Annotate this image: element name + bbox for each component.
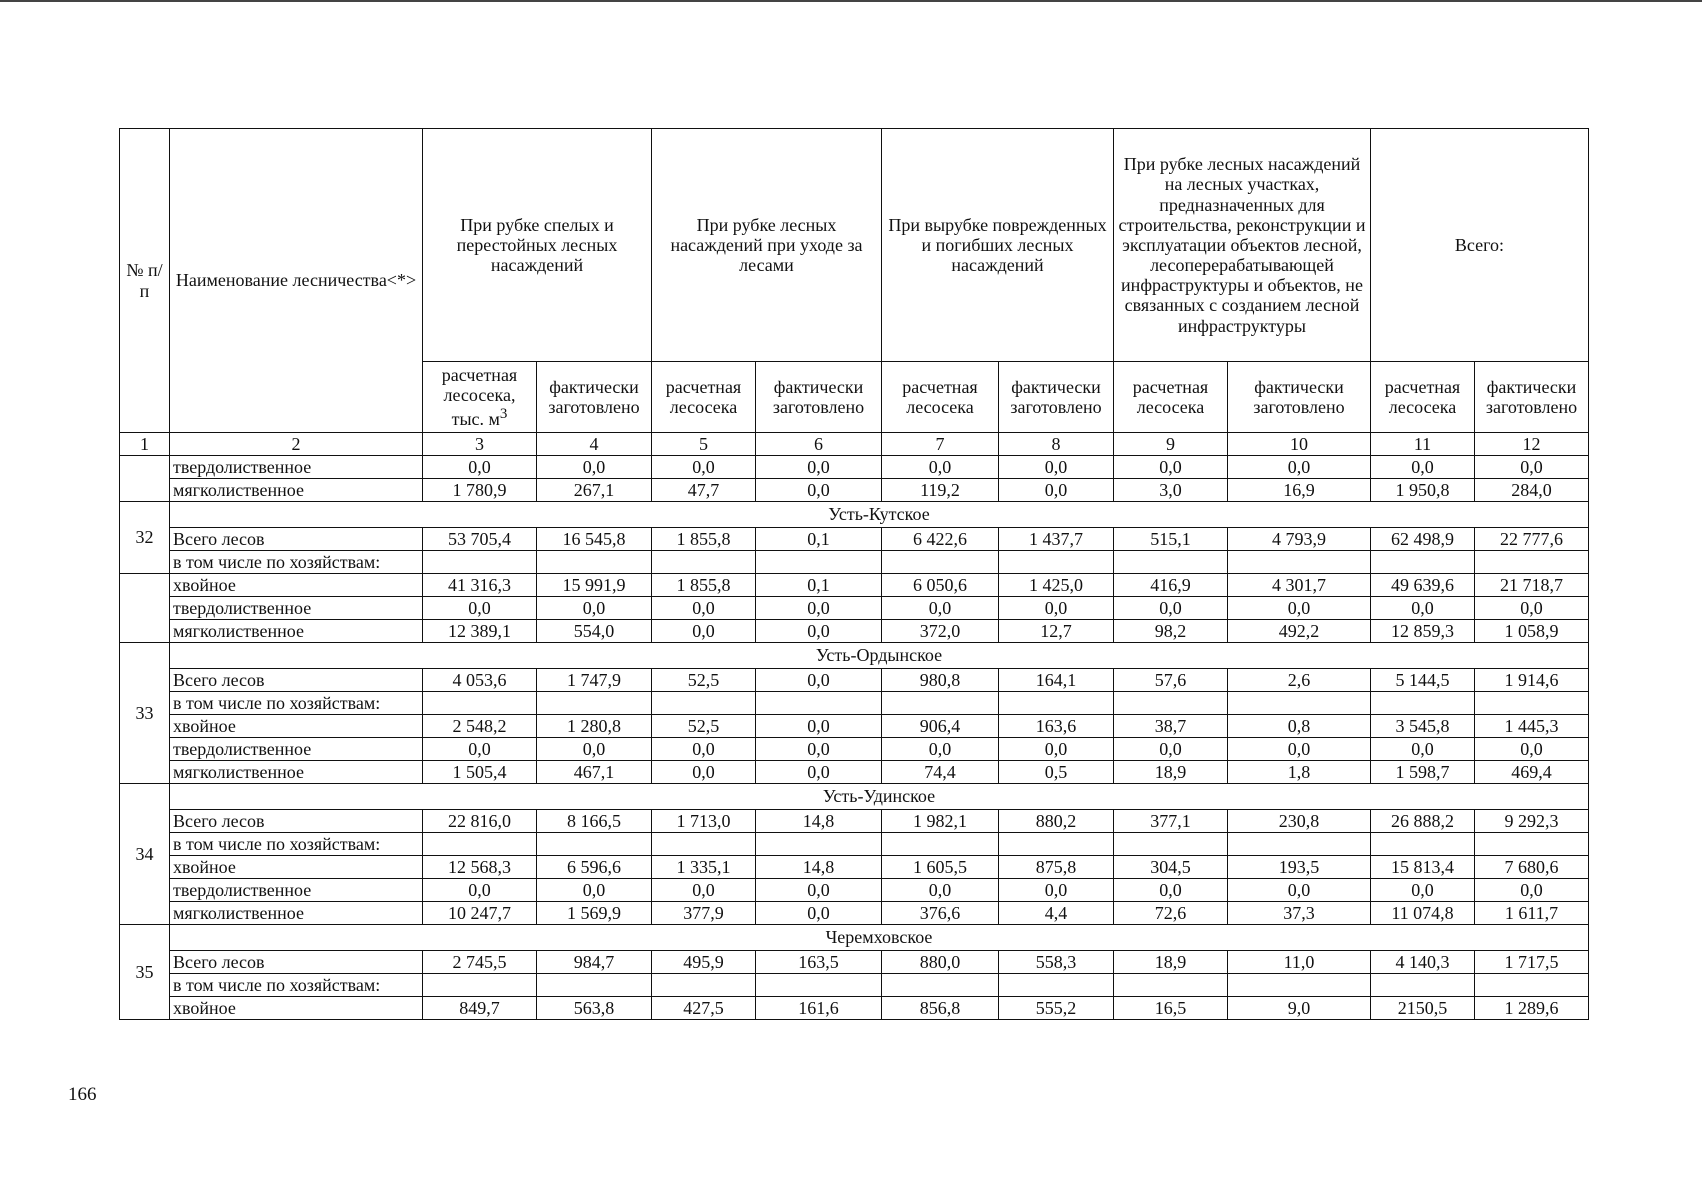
empty-cell bbox=[1475, 974, 1589, 997]
empty-cell bbox=[1371, 692, 1475, 715]
value-cell: 0,0 bbox=[423, 597, 537, 620]
district-total-row bbox=[120, 810, 1589, 833]
value-cell: 0,0 bbox=[999, 597, 1114, 620]
empty-cell bbox=[423, 551, 537, 574]
empty-cell bbox=[1228, 692, 1371, 715]
value-cell: 1 598,7 bbox=[1371, 761, 1475, 784]
header-sub-planned: расчетная лесосека bbox=[882, 362, 999, 433]
value-cell: 1 289,6 bbox=[1475, 997, 1589, 1020]
value-cell: 0,0 bbox=[882, 456, 999, 479]
value-cell: 1 058,9 bbox=[1475, 620, 1589, 643]
value-cell: 0,0 bbox=[1114, 738, 1228, 761]
district-total-row bbox=[120, 951, 1589, 974]
value-cell: 0,0 bbox=[1475, 738, 1589, 761]
empty-cell bbox=[999, 692, 1114, 715]
value-cell: 41 316,3 bbox=[423, 574, 537, 597]
header-sub-actual: фактически заготовлено bbox=[1475, 362, 1589, 433]
value-cell: 0,0 bbox=[999, 479, 1114, 502]
empty-cell bbox=[1371, 833, 1475, 856]
value-cell: 0,0 bbox=[756, 761, 882, 784]
column-index: 10 bbox=[1228, 433, 1371, 456]
subtitle-row bbox=[120, 692, 1589, 715]
value-cell: 22 816,0 bbox=[423, 810, 537, 833]
header-col-number: № п/п bbox=[120, 129, 170, 433]
empty-cell bbox=[882, 833, 999, 856]
value-cell: 163,5 bbox=[756, 951, 882, 974]
value-cell: 0,0 bbox=[1114, 456, 1228, 479]
forest-type-row bbox=[120, 856, 1589, 879]
empty-cell bbox=[1475, 692, 1589, 715]
value-cell: 5 144,5 bbox=[1371, 669, 1475, 692]
value-cell: 1 713,0 bbox=[652, 810, 756, 833]
header-group-thinning: При рубке лесных насаждений при уходе за лесами bbox=[652, 129, 882, 362]
column-index: 6 bbox=[756, 433, 882, 456]
value-cell: 0,0 bbox=[652, 761, 756, 784]
forest-type-label: твердолиственное bbox=[170, 597, 423, 620]
value-cell: 7 680,6 bbox=[1475, 856, 1589, 879]
header-group-infrastructure: При рубке лесных насаждений на лесных участках, предназначенных для строительства, реконструкции и эксплуатации объектов лесной, лесоперерабатывающей инфраструктуры и объектов, не связанных с созданием лесной инфраструктуры bbox=[1114, 129, 1371, 362]
value-cell: 12 568,3 bbox=[423, 856, 537, 879]
value-cell: 0,0 bbox=[652, 879, 756, 902]
empty-cell bbox=[537, 692, 652, 715]
column-index: 11 bbox=[1371, 433, 1475, 456]
value-cell: 16,5 bbox=[1114, 997, 1228, 1020]
subtitle-row bbox=[120, 974, 1589, 997]
forest-type-row bbox=[120, 574, 1589, 597]
value-cell: 3,0 bbox=[1114, 479, 1228, 502]
value-cell: 1 855,8 bbox=[652, 528, 756, 551]
district-total-row bbox=[120, 669, 1589, 692]
value-cell: 1 505,4 bbox=[423, 761, 537, 784]
page-number: 166 bbox=[68, 1084, 97, 1105]
empty-cell bbox=[999, 551, 1114, 574]
value-cell: 1 747,9 bbox=[537, 669, 652, 692]
column-index: 7 bbox=[882, 433, 999, 456]
value-cell: 1 425,0 bbox=[999, 574, 1114, 597]
district-title: Усть-Кутское bbox=[170, 502, 1589, 528]
value-cell: 4 301,7 bbox=[1228, 574, 1371, 597]
value-cell: 492,2 bbox=[1228, 620, 1371, 643]
empty-cell bbox=[537, 833, 652, 856]
value-cell: 0,0 bbox=[537, 597, 652, 620]
value-cell: 980,8 bbox=[882, 669, 999, 692]
value-cell: 98,2 bbox=[1114, 620, 1228, 643]
value-cell: 72,6 bbox=[1114, 902, 1228, 925]
forest-type-row bbox=[120, 597, 1589, 620]
value-cell: 1 335,1 bbox=[652, 856, 756, 879]
value-cell: 0,0 bbox=[999, 456, 1114, 479]
header-sub-actual: фактически заготовлено bbox=[999, 362, 1114, 433]
value-cell: 2 745,5 bbox=[423, 951, 537, 974]
value-cell: 906,4 bbox=[882, 715, 999, 738]
district-total-row bbox=[120, 528, 1589, 551]
value-cell: 0,0 bbox=[423, 738, 537, 761]
value-cell: 0,8 bbox=[1228, 715, 1371, 738]
value-cell: 4 053,6 bbox=[423, 669, 537, 692]
district-number: 34 bbox=[120, 784, 170, 925]
page-top-edge bbox=[0, 0, 1702, 2]
empty-cell bbox=[999, 833, 1114, 856]
value-cell: 0,0 bbox=[1114, 879, 1228, 902]
value-cell: 3 545,8 bbox=[1371, 715, 1475, 738]
value-cell: 284,0 bbox=[1475, 479, 1589, 502]
subtitle-row bbox=[120, 551, 1589, 574]
subtitle-label: в том числе по хозяйствам: bbox=[170, 551, 423, 574]
value-cell: 0,0 bbox=[1371, 597, 1475, 620]
column-index: 3 bbox=[423, 433, 537, 456]
value-cell: 495,9 bbox=[652, 951, 756, 974]
value-cell: 16 545,8 bbox=[537, 528, 652, 551]
forest-type-label: Всего лесов bbox=[170, 669, 423, 692]
value-cell: 0,0 bbox=[882, 738, 999, 761]
value-cell: 119,2 bbox=[882, 479, 999, 502]
value-cell: 0,0 bbox=[537, 456, 652, 479]
value-cell: 4 793,9 bbox=[1228, 528, 1371, 551]
value-cell: 10 247,7 bbox=[423, 902, 537, 925]
district-title: Черемховское bbox=[170, 925, 1589, 951]
district-title-row bbox=[120, 502, 1589, 528]
value-cell: 1 780,9 bbox=[423, 479, 537, 502]
value-cell: 0,5 bbox=[999, 761, 1114, 784]
value-cell: 193,5 bbox=[1228, 856, 1371, 879]
district-title-row bbox=[120, 643, 1589, 669]
forest-type-row bbox=[120, 761, 1589, 784]
header-sub-planned-first-sup: 3 bbox=[499, 405, 508, 422]
value-cell: 467,1 bbox=[537, 761, 652, 784]
value-cell: 6 422,6 bbox=[882, 528, 999, 551]
forest-type-label: твердолиственное bbox=[170, 456, 423, 479]
value-cell: 6 050,6 bbox=[882, 574, 999, 597]
row-number-blank bbox=[120, 456, 170, 502]
forest-type-label: мягколиственное bbox=[170, 620, 423, 643]
empty-cell bbox=[1114, 692, 1228, 715]
value-cell: 18,9 bbox=[1114, 951, 1228, 974]
empty-cell bbox=[537, 551, 652, 574]
value-cell: 427,5 bbox=[652, 997, 756, 1020]
value-cell: 0,0 bbox=[882, 879, 999, 902]
value-cell: 52,5 bbox=[652, 669, 756, 692]
value-cell: 74,4 bbox=[882, 761, 999, 784]
value-cell: 1 445,3 bbox=[1475, 715, 1589, 738]
value-cell: 21 718,7 bbox=[1475, 574, 1589, 597]
empty-cell bbox=[423, 692, 537, 715]
empty-cell bbox=[1114, 974, 1228, 997]
forest-type-label: хвойное bbox=[170, 997, 423, 1020]
value-cell: 12 859,3 bbox=[1371, 620, 1475, 643]
district-number: 32 bbox=[120, 502, 170, 574]
value-cell: 0,0 bbox=[882, 597, 999, 620]
value-cell: 1 717,5 bbox=[1475, 951, 1589, 974]
forest-type-label: Всего лесов bbox=[170, 528, 423, 551]
empty-cell bbox=[652, 974, 756, 997]
value-cell: 0,0 bbox=[756, 902, 882, 925]
value-cell: 1 437,7 bbox=[999, 528, 1114, 551]
empty-cell bbox=[1228, 551, 1371, 574]
value-cell: 880,2 bbox=[999, 810, 1114, 833]
subtitle-row bbox=[120, 833, 1589, 856]
value-cell: 1 569,9 bbox=[537, 902, 652, 925]
value-cell: 0,0 bbox=[1114, 597, 1228, 620]
value-cell: 0,0 bbox=[756, 669, 882, 692]
forest-type-label: твердолиственное bbox=[170, 738, 423, 761]
forest-type-label: Всего лесов bbox=[170, 810, 423, 833]
value-cell: 0,0 bbox=[1228, 597, 1371, 620]
value-cell: 1,8 bbox=[1228, 761, 1371, 784]
value-cell: 15 991,9 bbox=[537, 574, 652, 597]
value-cell: 2150,5 bbox=[1371, 997, 1475, 1020]
value-cell: 304,5 bbox=[1114, 856, 1228, 879]
district-title: Усть-Ордынское bbox=[170, 643, 1589, 669]
value-cell: 62 498,9 bbox=[1371, 528, 1475, 551]
value-cell: 1 914,6 bbox=[1475, 669, 1589, 692]
value-cell: 11 074,8 bbox=[1371, 902, 1475, 925]
empty-cell bbox=[1475, 833, 1589, 856]
value-cell: 0,0 bbox=[652, 620, 756, 643]
value-cell: 8 166,5 bbox=[537, 810, 652, 833]
subtitle-label: в том числе по хозяйствам: bbox=[170, 974, 423, 997]
value-cell: 0,0 bbox=[756, 738, 882, 761]
forest-type-label: мягколиственное bbox=[170, 479, 423, 502]
value-cell: 15 813,4 bbox=[1371, 856, 1475, 879]
value-cell: 267,1 bbox=[537, 479, 652, 502]
district-number: 33 bbox=[120, 643, 170, 784]
value-cell: 0,0 bbox=[652, 597, 756, 620]
empty-cell bbox=[1371, 551, 1475, 574]
empty-cell bbox=[999, 974, 1114, 997]
header-sub-planned: расчетная лесосека bbox=[1114, 362, 1228, 433]
empty-cell bbox=[756, 974, 882, 997]
empty-cell bbox=[1475, 551, 1589, 574]
header-col-name: Наименование лесничества<*> bbox=[170, 129, 423, 433]
value-cell: 0,0 bbox=[652, 456, 756, 479]
value-cell: 52,5 bbox=[652, 715, 756, 738]
value-cell: 1 950,8 bbox=[1371, 479, 1475, 502]
value-cell: 0,0 bbox=[1228, 738, 1371, 761]
value-cell: 563,8 bbox=[537, 997, 652, 1020]
header-sub-actual: фактически заготовлено bbox=[537, 362, 652, 433]
forest-type-row bbox=[120, 997, 1589, 1020]
header-group-mature-felling: При рубке спелых и перестойных лесных насаждений bbox=[423, 129, 652, 362]
value-cell: 4 140,3 bbox=[1371, 951, 1475, 974]
continued-row bbox=[120, 479, 1589, 502]
value-cell: 469,4 bbox=[1475, 761, 1589, 784]
column-index: 12 bbox=[1475, 433, 1589, 456]
value-cell: 0,0 bbox=[756, 597, 882, 620]
value-cell: 11,0 bbox=[1228, 951, 1371, 974]
empty-cell bbox=[1114, 551, 1228, 574]
subtitle-label: в том числе по хозяйствам: bbox=[170, 833, 423, 856]
value-cell: 49 639,6 bbox=[1371, 574, 1475, 597]
value-cell: 12,7 bbox=[999, 620, 1114, 643]
empty-cell bbox=[537, 974, 652, 997]
value-cell: 16,9 bbox=[1228, 479, 1371, 502]
row-number-blank bbox=[120, 574, 170, 643]
value-cell: 377,9 bbox=[652, 902, 756, 925]
value-cell: 6 596,6 bbox=[537, 856, 652, 879]
value-cell: 164,1 bbox=[999, 669, 1114, 692]
value-cell: 984,7 bbox=[537, 951, 652, 974]
value-cell: 416,9 bbox=[1114, 574, 1228, 597]
header-group-damaged-stands: При вырубке поврежденных и погибших лесных насаждений bbox=[882, 129, 1114, 362]
value-cell: 47,7 bbox=[652, 479, 756, 502]
column-index-row bbox=[120, 433, 1589, 456]
value-cell: 555,2 bbox=[999, 997, 1114, 1020]
value-cell: 376,6 bbox=[882, 902, 999, 925]
value-cell: 9 292,3 bbox=[1475, 810, 1589, 833]
harvest-volume-table bbox=[119, 128, 1589, 1020]
empty-cell bbox=[1114, 833, 1228, 856]
forest-type-row bbox=[120, 620, 1589, 643]
forest-type-row bbox=[120, 879, 1589, 902]
value-cell: 0,0 bbox=[756, 479, 882, 502]
value-cell: 0,0 bbox=[756, 715, 882, 738]
district-number: 35 bbox=[120, 925, 170, 1020]
column-index: 8 bbox=[999, 433, 1114, 456]
value-cell: 515,1 bbox=[1114, 528, 1228, 551]
value-cell: 1 280,8 bbox=[537, 715, 652, 738]
empty-cell bbox=[882, 974, 999, 997]
value-cell: 558,3 bbox=[999, 951, 1114, 974]
value-cell: 0,0 bbox=[756, 456, 882, 479]
forest-type-row bbox=[120, 738, 1589, 761]
continued-row bbox=[120, 456, 1589, 479]
header-sub-planned: расчетная лесосека bbox=[1371, 362, 1475, 433]
value-cell: 14,8 bbox=[756, 810, 882, 833]
value-cell: 856,8 bbox=[882, 997, 999, 1020]
forest-type-label: хвойное bbox=[170, 574, 423, 597]
empty-cell bbox=[756, 551, 882, 574]
forest-type-row bbox=[120, 902, 1589, 925]
value-cell: 0,0 bbox=[1475, 597, 1589, 620]
value-cell: 0,0 bbox=[1475, 879, 1589, 902]
value-cell: 0,0 bbox=[423, 879, 537, 902]
value-cell: 0,0 bbox=[756, 620, 882, 643]
value-cell: 53 705,4 bbox=[423, 528, 537, 551]
district-title: Усть-Удинское bbox=[170, 784, 1589, 810]
value-cell: 12 389,1 bbox=[423, 620, 537, 643]
forest-type-label: Всего лесов bbox=[170, 951, 423, 974]
value-cell: 849,7 bbox=[423, 997, 537, 1020]
empty-cell bbox=[1228, 974, 1371, 997]
column-index: 2 bbox=[170, 433, 423, 456]
empty-cell bbox=[652, 833, 756, 856]
value-cell: 0,0 bbox=[1228, 879, 1371, 902]
subtitle-label: в том числе по хозяйствам: bbox=[170, 692, 423, 715]
value-cell: 554,0 bbox=[537, 620, 652, 643]
value-cell: 0,0 bbox=[652, 738, 756, 761]
value-cell: 1 855,8 bbox=[652, 574, 756, 597]
empty-cell bbox=[882, 551, 999, 574]
forest-type-label: мягколиственное bbox=[170, 761, 423, 784]
value-cell: 57,6 bbox=[1114, 669, 1228, 692]
value-cell: 1 611,7 bbox=[1475, 902, 1589, 925]
header-row-groups bbox=[120, 129, 1589, 362]
value-cell: 2,6 bbox=[1228, 669, 1371, 692]
value-cell: 38,7 bbox=[1114, 715, 1228, 738]
forest-type-label: мягколиственное bbox=[170, 902, 423, 925]
value-cell: 0,0 bbox=[537, 738, 652, 761]
column-index: 9 bbox=[1114, 433, 1228, 456]
value-cell: 37,3 bbox=[1228, 902, 1371, 925]
header-sub-actual: фактически заготовлено bbox=[756, 362, 882, 433]
empty-cell bbox=[423, 974, 537, 997]
value-cell: 0,0 bbox=[999, 879, 1114, 902]
value-cell: 1 605,5 bbox=[882, 856, 999, 879]
forest-type-label: твердолиственное bbox=[170, 879, 423, 902]
forest-type-label: хвойное bbox=[170, 856, 423, 879]
header-group-total: Всего: bbox=[1371, 129, 1589, 362]
value-cell: 0,0 bbox=[1371, 456, 1475, 479]
value-cell: 26 888,2 bbox=[1371, 810, 1475, 833]
header-sub-planned: расчетная лесосека bbox=[652, 362, 756, 433]
value-cell: 0,0 bbox=[423, 456, 537, 479]
header-sub-planned-first-text: расчетная лесосека, тыс. м bbox=[441, 365, 518, 429]
header-sub-planned-first bbox=[423, 362, 537, 433]
value-cell: 18,9 bbox=[1114, 761, 1228, 784]
column-index: 5 bbox=[652, 433, 756, 456]
value-cell: 0,0 bbox=[756, 879, 882, 902]
empty-cell bbox=[756, 692, 882, 715]
value-cell: 0,0 bbox=[537, 879, 652, 902]
value-cell: 0,0 bbox=[1228, 456, 1371, 479]
value-cell: 880,0 bbox=[882, 951, 999, 974]
empty-cell bbox=[1371, 974, 1475, 997]
value-cell: 372,0 bbox=[882, 620, 999, 643]
empty-cell bbox=[882, 692, 999, 715]
value-cell: 0,0 bbox=[999, 738, 1114, 761]
district-title-row bbox=[120, 784, 1589, 810]
value-cell: 230,8 bbox=[1228, 810, 1371, 833]
value-cell: 1 982,1 bbox=[882, 810, 999, 833]
column-index: 4 bbox=[537, 433, 652, 456]
column-index: 1 bbox=[120, 433, 170, 456]
value-cell: 163,6 bbox=[999, 715, 1114, 738]
forest-type-row bbox=[120, 715, 1589, 738]
value-cell: 0,0 bbox=[1371, 738, 1475, 761]
empty-cell bbox=[652, 551, 756, 574]
value-cell: 161,6 bbox=[756, 997, 882, 1020]
value-cell: 22 777,6 bbox=[1475, 528, 1589, 551]
value-cell: 0,1 bbox=[756, 528, 882, 551]
empty-cell bbox=[1228, 833, 1371, 856]
district-title-row bbox=[120, 925, 1589, 951]
empty-cell bbox=[652, 692, 756, 715]
value-cell: 0,0 bbox=[1371, 879, 1475, 902]
empty-cell bbox=[423, 833, 537, 856]
forest-type-label: хвойное bbox=[170, 715, 423, 738]
value-cell: 9,0 bbox=[1228, 997, 1371, 1020]
value-cell: 875,8 bbox=[999, 856, 1114, 879]
header-sub-actual: фактически заготовлено bbox=[1228, 362, 1371, 433]
value-cell: 14,8 bbox=[756, 856, 882, 879]
value-cell: 377,1 bbox=[1114, 810, 1228, 833]
value-cell: 2 548,2 bbox=[423, 715, 537, 738]
value-cell: 4,4 bbox=[999, 902, 1114, 925]
value-cell: 0,0 bbox=[1475, 456, 1589, 479]
empty-cell bbox=[756, 833, 882, 856]
value-cell: 0,1 bbox=[756, 574, 882, 597]
